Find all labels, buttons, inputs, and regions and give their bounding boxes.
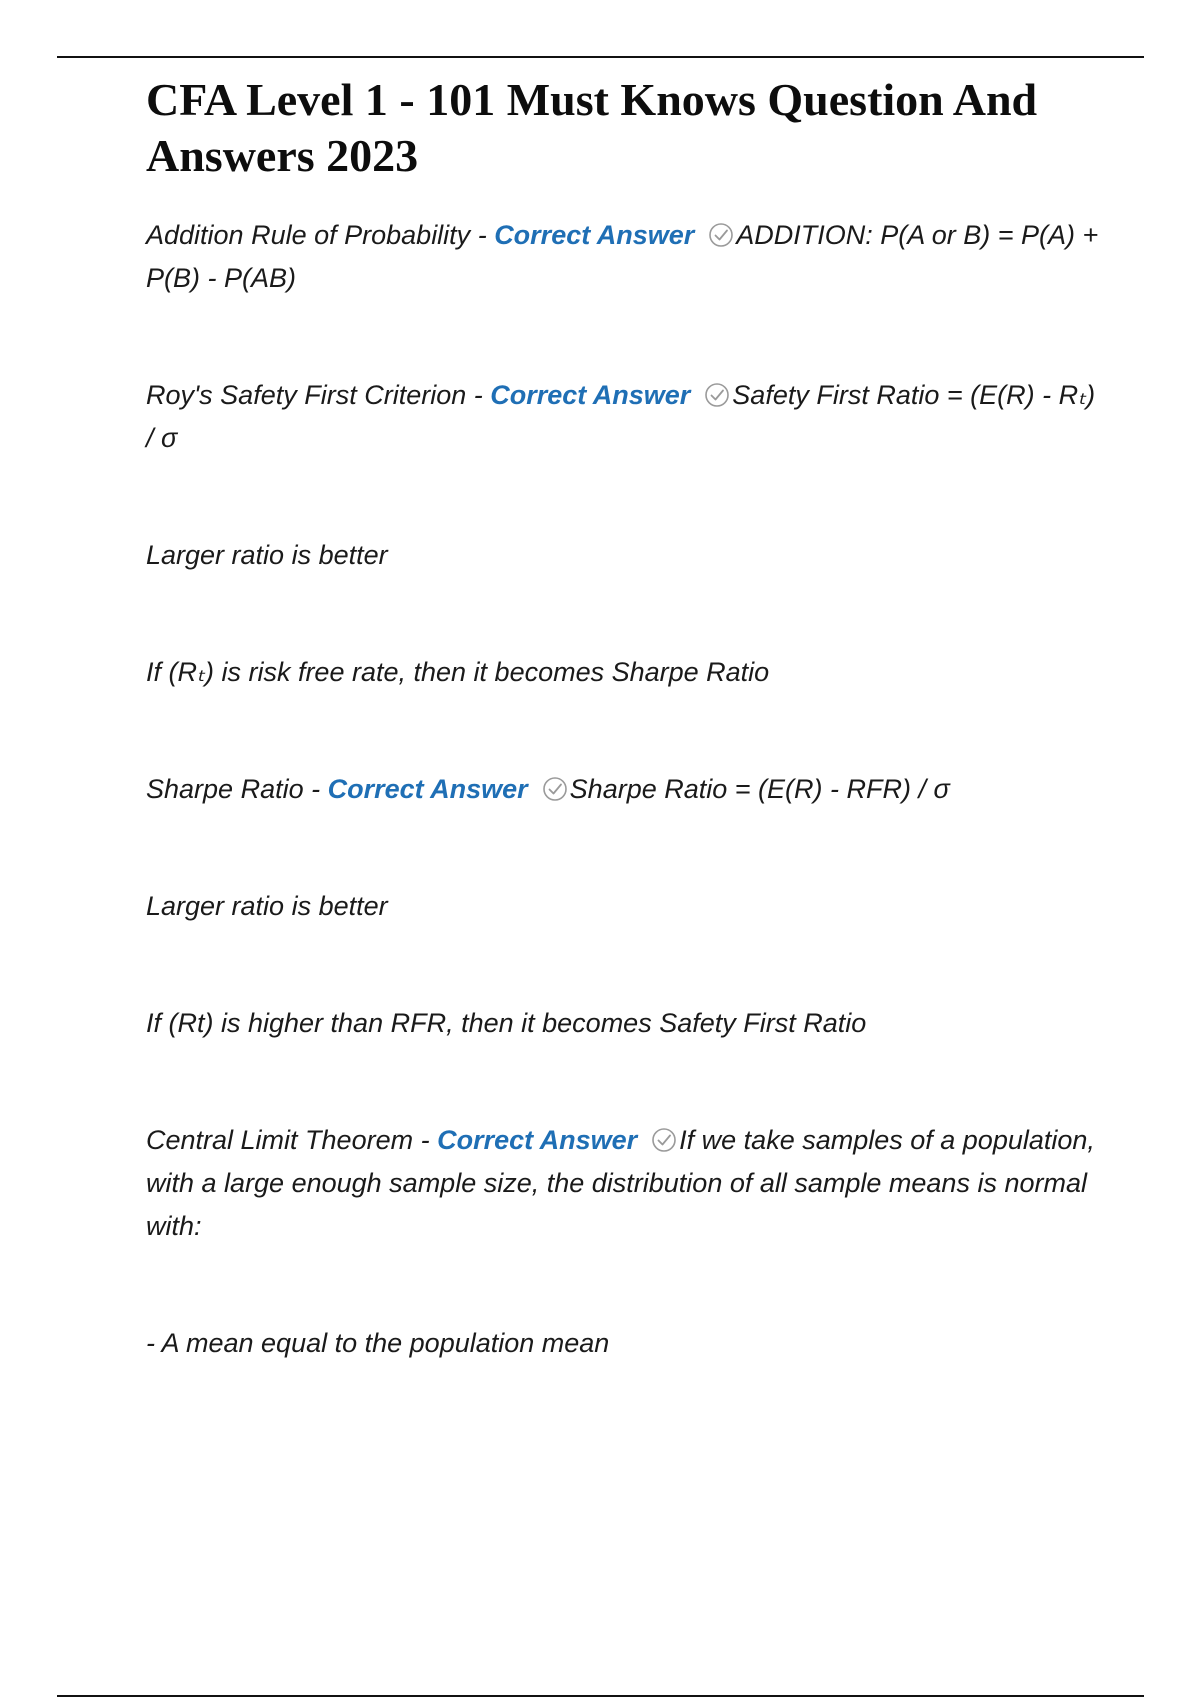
question-text: Roy's Safety First Criterion [146, 380, 467, 410]
question-text: Central Limit Theorem [146, 1125, 414, 1155]
separator: - [466, 380, 491, 410]
note-text: Larger ratio is better [146, 540, 388, 570]
answer-text: Sharpe Ratio = (E(R) - RFR) / σ [569, 774, 950, 804]
qa-entry-central-limit-theorem [146, 1119, 1106, 1248]
separator: - [303, 774, 328, 804]
check-circle-icon [542, 776, 568, 802]
separator: - [413, 1125, 438, 1155]
correct-answer-label: Correct Answer [327, 774, 528, 804]
correct-answer-label: Correct Answer [494, 220, 695, 250]
correct-answer-label: Correct Answer [490, 380, 691, 410]
answer-text: Safety First Ratio = (E(R) - Rₜ) / σ [146, 380, 1096, 453]
note-text: If (Rₜ) is risk free rate, then it becomes Sharpe Ratio [146, 657, 770, 687]
check-circle-icon [704, 382, 730, 408]
question-text: Addition Rule of Probability [146, 220, 471, 250]
note-text: Larger ratio is better [146, 891, 388, 921]
document-body [146, 72, 1106, 1439]
note-text: - A mean equal to the population mean [146, 1328, 610, 1358]
qa-entry-roys-safety-first [146, 374, 1106, 460]
answer-text: ADDITION: P(A or B) = P(A) + P(B) - P(AB) [146, 220, 1099, 293]
question-text: Sharpe Ratio [146, 774, 304, 804]
note-text: If (Rt) is higher than RFR, then it becomes Safety First Ratio [146, 1008, 867, 1038]
bottom-rule [57, 1695, 1144, 1697]
correct-answer-label: Correct Answer [437, 1125, 638, 1155]
qa-entry-addition-rule [146, 214, 1106, 300]
separator: - [470, 220, 495, 250]
check-circle-icon [708, 222, 734, 248]
qa-entry-sharpe-ratio [146, 768, 1106, 811]
check-circle-icon [651, 1127, 677, 1153]
answer-text: If we take samples of a population, with a large enough sample size, the distribution of all sample means is normal with: [146, 1125, 1095, 1241]
top-rule [57, 56, 1144, 58]
document-title: CFA Level 1 - 101 Must Knows Question And Answers 2023 [146, 74, 1038, 181]
